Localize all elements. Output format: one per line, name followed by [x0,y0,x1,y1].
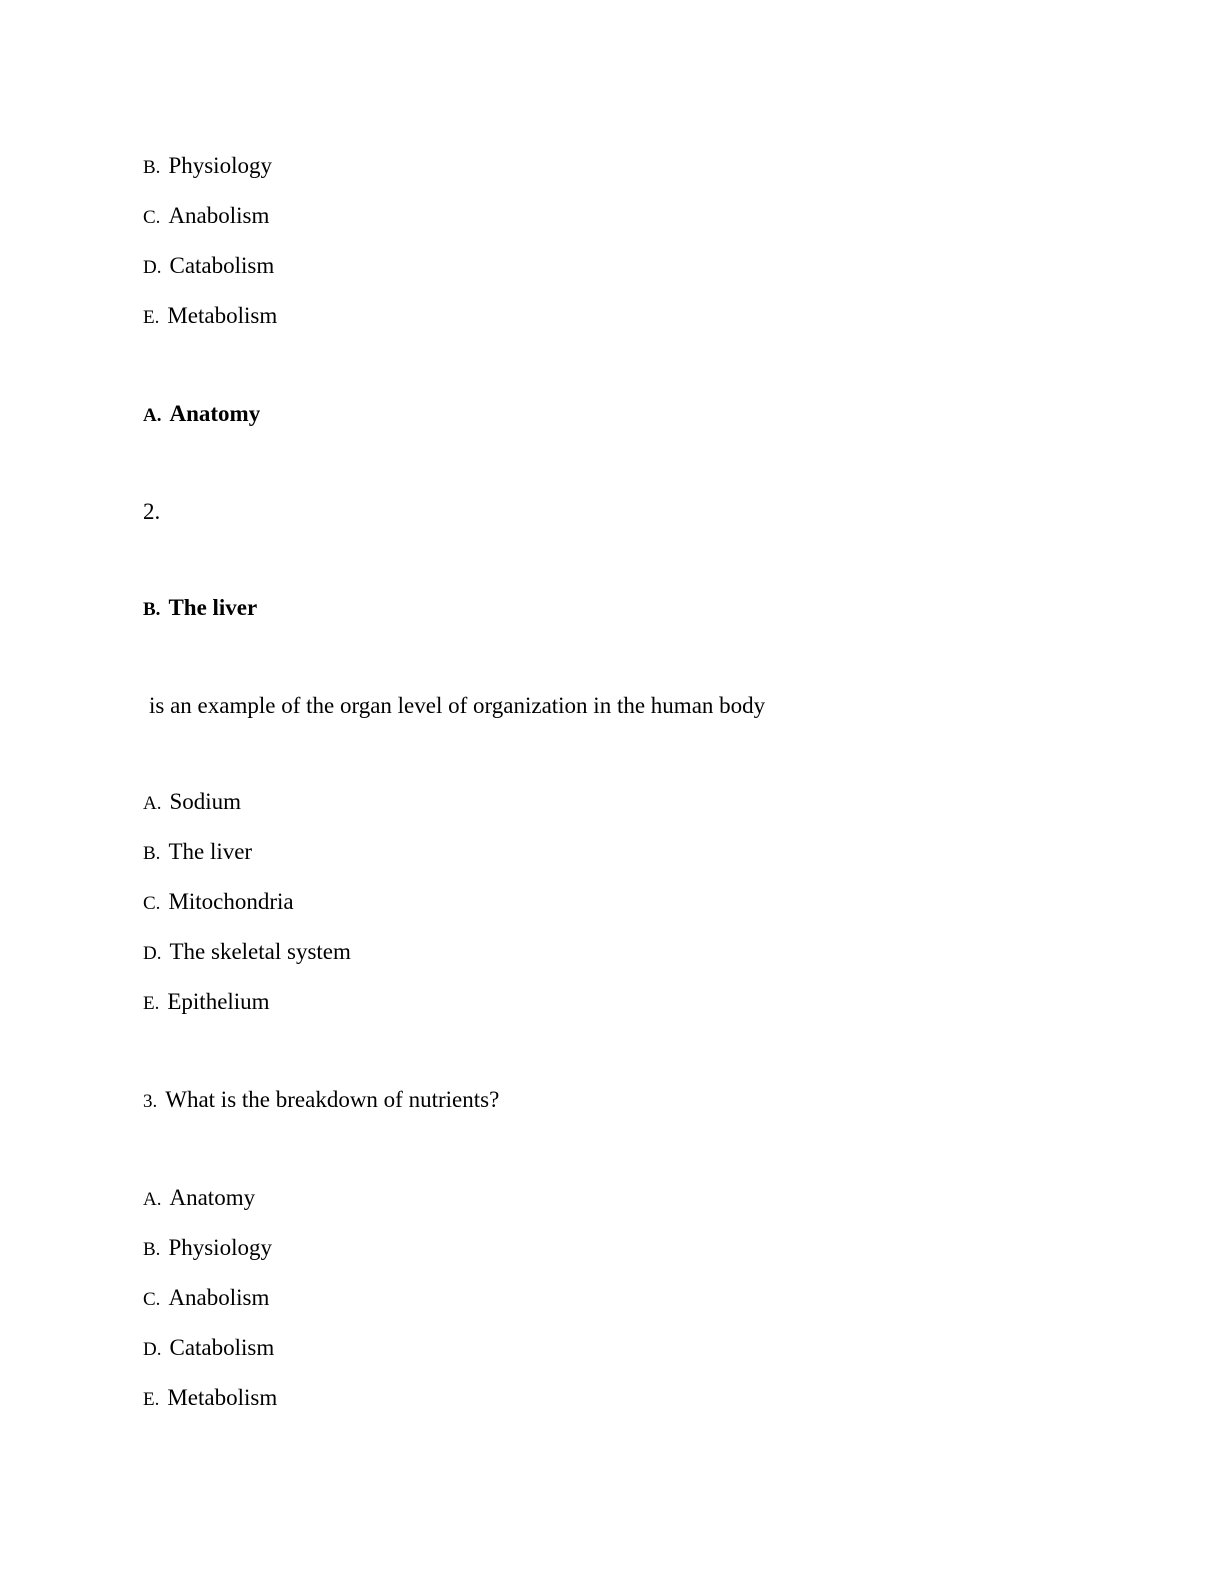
option-letter: A. [143,1189,162,1210]
blank-line [143,1126,1104,1174]
option-label: Physiology [168,1235,272,1260]
option-letter: B. [143,157,161,178]
answer-option [143,1174,1104,1224]
option-label: Sodium [169,789,242,814]
option-label: Mitochondria [168,889,294,914]
answer-option [143,242,1104,292]
blank-line [143,634,1104,682]
blank-line [143,342,1104,390]
option-label: Metabolism [167,1385,278,1410]
answer-option [143,1374,1104,1424]
option-letter: B. [143,599,161,620]
question-number: 2. [143,499,161,524]
option-letter: E. [143,1389,160,1410]
option-letter: D. [143,1339,162,1360]
option-label: Anabolism [168,203,270,228]
option-letter: C. [143,893,161,914]
blank-line [143,730,1104,778]
answer-option [143,1274,1104,1324]
option-label: The skeletal system [169,939,351,964]
answer-option [143,778,1104,828]
option-label: The liver [168,595,258,620]
answer-option [143,978,1104,1028]
answer-option [143,1224,1104,1274]
answer-option [143,142,1104,192]
answer-option [143,928,1104,978]
option-letter: B. [143,1239,161,1260]
option-label: Catabolism [169,1335,275,1360]
answer-option [143,828,1104,878]
blank-line [143,1028,1104,1076]
option-letter: C. [143,1289,161,1310]
blank-line [143,440,1104,488]
answer-option [143,1324,1104,1374]
option-letter: D. [143,257,162,278]
correct-answer [143,584,1104,634]
option-letter: A. [143,793,162,814]
question-stem: What is the breakdown of nutrients? [165,1087,500,1112]
option-label: Anatomy [169,401,261,426]
option-letter: D. [143,943,162,964]
answer-option [143,878,1104,928]
option-letter: B. [143,843,161,864]
question-stem: is an example of the organ level of organization in the human body [149,693,766,718]
option-letter: C. [143,207,161,228]
option-letter: E. [143,307,160,328]
option-label: The liver [168,839,253,864]
question-number: 3. [143,1091,158,1112]
option-label: Physiology [168,153,272,178]
answer-option [143,192,1104,242]
option-label: Metabolism [167,303,278,328]
option-label: Anabolism [168,1285,270,1310]
correct-answer [143,390,1104,440]
option-label: Catabolism [169,253,275,278]
answer-option [143,292,1104,342]
option-label: Anatomy [169,1185,256,1210]
question-text [143,1076,1104,1126]
blank-line [143,536,1104,584]
option-label: Epithelium [167,989,270,1014]
option-letter: E. [143,993,160,1014]
option-letter: A. [143,405,162,426]
